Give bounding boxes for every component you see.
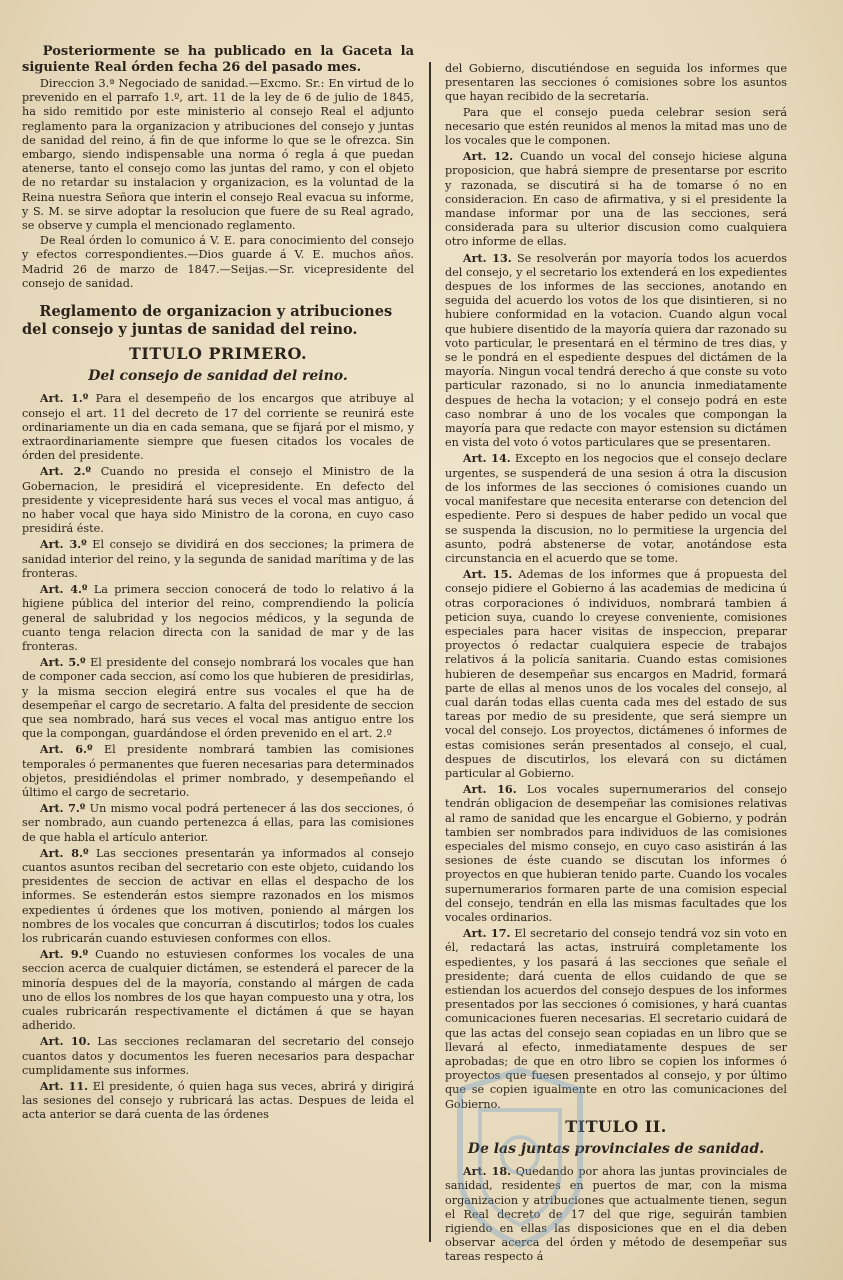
article-number: Art. 17. (462, 926, 511, 941)
titulo-ii-subheading: De las juntas provinciales de sanidad. (467, 1141, 765, 1158)
titulo-primero-subheading: Del consejo de sanidad del reino. (88, 368, 348, 385)
article-number: Art. 2.º (39, 464, 91, 479)
article-number: Art. 7.º (39, 801, 86, 816)
article (445, 149, 787, 249)
article-number: Art. 3.º (39, 537, 87, 552)
paragraph: De Real órden lo comunico á V. E. para conocimiento del consejo y efectos correspondientes.—Dios guarde á V. E. muchos años. Madrid 26 de marzo de 1847.—Seijas.—Sr. vicepresidente del consejo de sanidad. (22, 234, 414, 290)
article-number: Art. 1.º (39, 391, 89, 406)
left-column (22, 44, 414, 1266)
lead-paragraph: Posteriormente se ha publicado en la Gaceta la siguiente Real órden fecha 26 del pasado mes. (22, 44, 414, 75)
paragraph: Para que el consejo pueda celebrar sesion será necesario que estén reunidos al menos la mitad mas uno de los vocales que le componen. (445, 105, 787, 148)
article-number: Art. 18. (462, 1164, 512, 1179)
article (22, 582, 414, 654)
titulo-ii-heading: TITULO II. (565, 1116, 667, 1136)
article-number: Art. 6.º (39, 742, 93, 757)
article-text: Ademas de los informes que á propuesta del consejo pidiere el Gobierno á las academias de medicina ú otras corporaciones ó individuos, nombrará tambien á peticion suya, cuando lo creyese conveniente, comisiones especiales para hacer visitas de inspeccion, preparar proyectos ó redactar cualquiera especie de trabajos relativos á la policía sanitaria. Cuando estas comisiones hubieren de desempeñar sus encargos en Madrid, formará parte de ellas al menos unos de los vocales del consejo, al cual darán todas ellas cuenta cada mes del estado de sus tareas por medio de su presidente, que será siempre un vocal del consejo. Los proyectos, dictámenes ó informes de estas comisiones serán presentados al consejo, el cual, despues de discutirlos, los elevará con su dictámen particular al Gobierno. (445, 568, 787, 780)
article-number: Art. 11. (39, 1079, 89, 1093)
article (445, 451, 787, 566)
article-text: El presidente del consejo nombrará los vocales que han de componer cada seccion, así como los que hubieren de presidirlas, y la misma seccion elegirá entre sus vocales el que ha de desempeñar el cargo de secretario. A falta del presidente de seccion que sea nombrado, hará sus veces el vocal mas antiguo entre los que la compongan, guardándose el órden prevenido en el art. 2.º (22, 656, 414, 741)
article (445, 251, 787, 451)
article-text: Cuando no estuviesen conformes los vocales de una seccion acerca de cualquier dictámen, se estenderá el parecer de la minoría despues del de la mayoría, constando al márgen de cada uno de ellos los nombres de los que hayan compuesto una y otra, los cuales rubricarán respectivamente el dictámen á que se hayan adherido. (22, 948, 414, 1033)
article-text: Los vocales supernumerarios del consejo tendrán obligacion de desempeñar las comisiones relativas al ramo de sanidad que les encargue el Gobierno, y podrán tambien ser nombrados para individuos de las comisiones especiales del mismo consejo, en cuyo caso asistirán á las sesiones de éste cuando se discutan los informes ó proyectos en que hubieran tenido parte. Cuando los vocales supernumerarios formaren parte de una comision especial del consejo, tendrán en ella las mismas facultades que los vocales ordinarios. (445, 783, 787, 924)
article-text: El presidente nombrará tambien las comisiones temporales ó permanentes que fueren necesarias para determinados objetos, presidiéndolas el primer nombrado, y desempeñando el último el cargo de secretario. (22, 743, 414, 799)
article-text: Se resolverán por mayoría todos los acuerdos del consejo, y el secretario los extenderá en los expedientes despues de los informes de las secciones, anotando en seguida del acuerdo los votos de los que disintieren, si no hubiere conformidad en la votacion. Cuando algun vocal que hubiere disentido de la mayoría quiera dar razonado su voto particular, le presentará en el término de tres dias, y se le pondrá en el espediente despues del dictámen de la mayoría. Ningun vocal tendrá derecho á que conste su voto particular razonado, si no lo anuncia inmediatamente despues de hecha la votacion; y el consejo podrá en este caso nombrar á uno de los vocales que compongan la mayoría para que redacte con mayor estension su dictámen en vista del voto ó votos particulares que se presentaren. (445, 251, 787, 450)
paragraph: Direccion 3.ª Negociado de sanidad.—Excmo. Sr.: En virtud de lo prevenido en el parrafo 1.º, art. 11 de la ley de 6 de julio de 1845, ha sido remitido por este ministerio al consejo Real el adjunto reglamento para la organizacion y atribuciones del consejo y juntas de sanidad del reino, á fin de que informe lo que se le ofrezca. Sin embargo, siendo indispensable una norma ó regla á que puedan atenerse, tanto el consejo como las juntas del ramo, y con el objeto de no retardar su instalacion y organizacion, es la voluntad de la Reina nuestra Señora que interin el consejo Real evacua su informe, y S. M. se sirve adoptar la resolucion que fuere de su Real agrado, se observe y cumpla el mencionado reglamento. (22, 77, 414, 233)
article-text: Las secciones presentarán ya informados al consejo cuantos asuntos reciban del secretario con este objeto, cuidando los presidentes de seccion de activar en ellas el despacho de los informes. Se estenderán estos siempre razonados en los mismos expedientes ú órdenes que los motiven, poniendo al márgen los nombres de los vocales que concurran á discutirlos; todos los cuales los rubricarán cuando estuviesen conformes con ellos. (22, 846, 414, 945)
article (22, 742, 414, 800)
article-number: Art. 5.º (39, 655, 86, 670)
article (22, 947, 414, 1033)
article (22, 1079, 414, 1123)
article-text: La primera seccion conocerá de todo lo relativo á la higiene pública del interior del reino, comprendiendo la policía general de salubridad y los negocios médicos, y la segunda de cuanto tenga relacion directa con la sanidad de mar y de las fronteras. (22, 583, 414, 653)
article (22, 537, 414, 581)
article (445, 567, 787, 781)
article-number: Art. 9.º (39, 947, 89, 962)
library-stamp-watermark (440, 1060, 600, 1250)
column-divider (429, 62, 431, 1242)
article-number: Art. 15. (462, 567, 513, 582)
article (22, 391, 414, 463)
article (445, 782, 787, 925)
article-text: Excepto en los negocios que el consejo declare urgentes, se suspenderá de una sesion á otra la discusion de los informes de las secciones ó comisiones cuando un vocal manifestare que necesita enterarse con detencion del espediente. Pero si despues de haber pedido un vocal que se suspenda la discusion, no lo permitiese la urgencia del asunto, podrá abstenerse de votar, anotándose esta circunstancia en el acuerdo que se tome. (445, 452, 787, 565)
article-number: Art. 16. (462, 782, 517, 797)
article (22, 464, 414, 536)
article-text: El presidente, ó quien haga sus veces, abrirá y dirigirá las sesiones del consejo y rubricará las actas. Despues de leida el acta anterior se dará cuenta de las órdenes (22, 1080, 414, 1122)
article-text: Un mismo vocal podrá pertenecer á las dos secciones, ó ser nombrado, aun cuando pertenezca á ellas, para las comisiones de que habla el artículo anterior. (22, 802, 414, 844)
article-text: Cuando no presida el consejo el Ministro de la Gobernacion, le presidirá el vicepresidente. En defecto del presidente y vicepresidente hará sus veces el vocal mas antiguo, á no haber vocal que haya sido Ministro de la corona, en cuyo caso presidirá éste. (22, 465, 414, 536)
article (22, 801, 414, 845)
article-number: Art. 10. (39, 1034, 91, 1049)
article (22, 846, 414, 946)
article-number: Art. 8.º (39, 845, 89, 860)
article-text: Las secciones reclamaran del secretario del consejo cuantos datos y documentos les fueren necesarios para despachar cumplidamente sus informes. (22, 1035, 414, 1077)
article-text: Para el desempeño de los encargos que atribuye al consejo el art. 11 del decreto de 17 del corriente se reunirá este ordinariamente un dia en cada semana, que se fijará por el mismo, y extraordinariamente siempre que fuesen citados los vocales de órden del presidente. (22, 392, 414, 463)
article-text: El secretario del consejo tendrá voz sin voto en él, redactará las actas, instruirá completamente los espedientes, y los pasará á las secciones que señale el presidente; dará cuenta de ellos cuidando de que se estiendan los acuerdos del consejo despues de los informes presentados por las secciones ó comisiones, y hará cuantas comunicaciones fueren necesarias. El secretario cuidará de que las actas del consejo sean copiadas en un libro que se llevará al efecto, inmediatamente despues de ser aprobadas; de que en otro libro se copien los informes ó proyectos que fuesen presentados al consejo, y por último que se copien igualmente en otro las comunicaciones del Gobierno. (445, 927, 787, 1111)
paragraph: del Gobierno, discutiéndose en seguida los informes que presentaren las secciones ó comisiones sobre los asuntos que hayan recibido de la secretaría. (445, 62, 787, 104)
article-number: Art. 14. (462, 451, 511, 466)
reglamento-title: Reglamento de organizacion y atribuciones del consejo y juntas de sanidad del reino. (22, 303, 393, 339)
article-number: Art. 13. (462, 250, 512, 265)
article-text: El consejo se dividirá en dos secciones; la primera de sanidad interior del reino, y la segunda de sanidad marítima y de las fronteras. (22, 538, 414, 580)
article-number: Art. 4.º (39, 582, 88, 597)
article-number: Art. 12. (462, 149, 514, 164)
article (22, 1034, 414, 1078)
article-text: Quedando por ahora las juntas provinciales de sanidad, residentes en puertos de mar, con la misma organizacion y atribuciones que actualmente tienen, segun el Real decreto de 17 del que rige, seguirán tambien rigiendo en ellas las disposiciones que en el dia deben observar acerca del órden y método de desempeñar sus tareas respecto á (445, 1165, 787, 1264)
titulo-primero-heading: TITULO PRIMERO. (128, 344, 308, 364)
article (22, 655, 414, 741)
article-text: Cuando un vocal del consejo hiciese alguna proposicion, que habrá siempre de presentarse por escrito y razonada, se discutirá si ha de tomarse ó no en consideracion. En caso de afirmativa, y si el presidente la mandase informar por una de las secciones, será considerada para su ulterior discusion como cualquiera otro informe de ellas. (445, 150, 787, 249)
